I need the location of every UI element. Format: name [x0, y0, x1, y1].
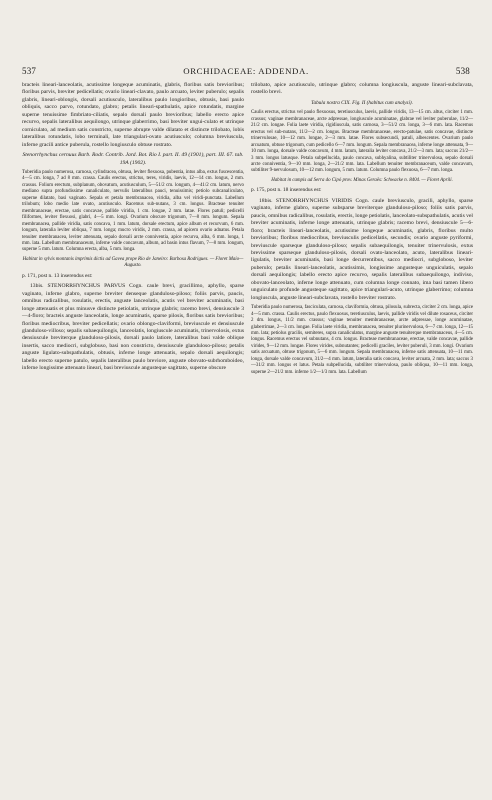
- species-description: 18bis. STENORRHYNCHUS VIRIDIS Cogn. caule breviusculo, gracili, aphyllo, sparse vaginato, inferne glabro, superne subsparse breviterque glanduloso-piloso; foliis satis parvis, paucis, omnibus radicalibus, rosulatis, erectis, longe petiolatis, lanceolato-subspathulatis, acutis vel breviter acuminatis, inferne longe attenuatis, utrinque glabris; racemo brevi, densiuscule 5—6-floro; bracteis lineari-lanceolatis, acutissime longeque acuminatis, glabris, floribus multo brevioribus; floribus mediocribus, breviusculis pedicellatis, secundis; ovario anguste pyriformi, breviuscule sparseque glanduloso-piloso; sepalis subaequilongis, tenuiter trinervulosis, extus brevissime sparseque glanduloso-pilosis, dorsali ovato-lanceolato, acuto, lateralibus lineari-ligulatis, breviter acuminatis, basi longe decurrentibus, sacco mediocri, subgloboso, leviter puberulo; petalis lineari-lanceolatis, acutissimis, longissime angusteque unguiculatis, sepalo dorsali aequilongis; labello erecto apice recurvo, sepalis lateralibus subaequilongo, indiviso, obovato-lanceolato, inferne longe attenuato, cum columna longe connato, ima basi tamen libero unguiculato profunde angusteque sagittato, apice triangulari-acuto, utrinque glaberrimo; columna longiuscula, anguste lineari-subclavata, rostello breviter rostrato.: [251, 197, 473, 301]
- habitat-note: Habitat in campis ad Serra do Cipó prov. Minas Geraës: Schwacke n. 8404. — Floret Aprili.: [271, 177, 453, 183]
- left-column: [22, 82, 244, 376]
- plate-reference: Tabula nostra CIX. Fig. II (habitus cum analysi).: [311, 99, 413, 106]
- citation: Stenorrhynchus cernuus Barb. Rodr. Contrib. Jard. Bot. Rio I. part. II. 49 (1901), part. III. 67. tab. 19A (1902).: [22, 152, 244, 166]
- description-detail: Caulis erectus, strictus vel paulo flexuosus, teretiusculus, laevis, pallide viridis, 13—15 cm. altus, circiter 1 mm. crassus; vaginae membranaceae, arcte adpressae, longiuscule acuminatae, glabrae vel leviter puberulae, 11/2—21/2 cm. longae. Folia laete viridia, rigidiuscula, satis carnosa, 3—51/2 cm. longa, 3—6 mm. lata. Racemus erectus vel sub-nutans, 11/2—2 cm. longus. Bracteae membranaceae, erecto-patulae, satis concavae, distincte trinervulosae, 10—12 mm. longae, 2—3 mm. latae. Flores subsecundi, patuli, albescentes. Ovarium paulo arcuatum, obtuse trigonum, cum pedicello 6—7 mm. longum. Sepala membranacea, inferne longe attenuata, 9—10 mm. longa, dorsale valde concavum, 4 mm. latum, lateralia leviter concava, 21/2—3 mm. lata; saccus 21/2—3 mm. longus latusque. Petala subpellucida, paulo concava, subhyalina, subtiliter trinervulosa, sepalo dorsali arcte conniventia, 9—10 mm. longa, 2—21/2 mm. lata. Labellum tenuiter membranaceum, valde concavum, subtiliter 9-nervulosum, 10—12 mm. longum, 5 mm. latum. Columna paulo flexuosa, 6—7 mm. longa.: [251, 110, 473, 174]
- species-description: 13bis. STENORRHYNCHUS PARVUS Cogn. caule brevi, gracillimo, aphyllo, sparse vaginato, inferne glabro, superne breviter denseque glanduloso-piloso; foliis parvis, paucis, omnibus radicalibus, rosulatis, erectis, anguste lanceolatis, acutis vel breviter acuminatis, basi longe attenuatis et plus minusve distincte petiolatis, utrinque glabris; racemo brevi, densiuscule 3—4-floro; bracteis anguste lanceolatis, longe acuminatis, sparse pilosis, floribus satis brevioribus; floribus mediocribus, breviter pedicellatis; ovario oblongo-claviformi, breviuscule et densiuscule glanduloso-villoso; sepalis subaequilongis, lanceolatis, longiuscule acuminatis, trinervolosis, extus densiuscule breviterque glanduloso-pilosis, dorsali paulo latiore, lateralibus basi valde oblique insertis, sacco mediocri, subglobuso, basi non constricto, densiuscule glanduloso-piloso; petalis anguste ligulato-subspathulatis, obtusis, inferne longe attenuatis, sepalo dorsali aequilongis; labello erecto superne patulo, sepalis lateralibus paulo breviore, anguste obovato-subrhomboideo, inferne longissime attenuato lineari, basi breviuscule angusteque sagittato, superne obscure: [22, 283, 244, 372]
- description-detail: Tuberidia paulo numerosa, carnosa, cylindracea, obtusa, leviter flexuosa, pubentia, intus alba, extus fuscescentia, 4—5 cm. longa, 7 ad 8 mm. crassa. Caulis erectus, strictus, teres, viridis, laevis, 12—14 cm. longus, 2 mm. crassus. Folium erectum, subplanum, obovatum, acutiusculum, 5—51/2 cm. longum, 4—41/2 cm. latum, nervo mediano supra profundissime canaliculato, nervulis lateralibus pauci, tenuissimis; petiolo subcanaliculato, superne dilatato, basi vaginato. Sepala et petala membranacea, viridia, alba vel viridi-punctata. Labellum trilobum; lobo medio late ovato, acutiusculo. Racemus sub-nutans, 3 cm. longus. Bracteae tenuiter membranaceae, erectae, satis concavae, pallide viridia, 1 cm. longae, 2 mm. latae. Flores patuli; pedicelli filiformes, leviter flexuosi, glabri, 4—5 mm. longi. Ovarium obscure trigonum, 7—8 mm. longum. Sepala membranacea, pallide viridia, satis concava, 1 mm. latum, dorsale erectum, apice album et recurvum, 6 mm. longum, lateralia leviter obliqua, 7 mm. longa; mucro viridis, 2 mm. crassa, ad apicem ovario adnatus. Petala tenuiter membranacea, leviter attenuata, sepalo dorsali arcte conniventia, apice recurva, alba, 6 mm. longa, 1 mm. lata. Labellum membranaceum, inferne valde concavum, album, ad basin intus flavum, 7—8 mm. longum, superne 5 mm. latum. Columna erecta, alba, 5 mm. longa.: [22, 169, 244, 253]
- page-number-right: 538: [455, 66, 470, 76]
- description-paragraph: trilobato, apice acutiusculo, utrinque glabro; columna longiuscula, anguste lineari-subclavata, rostello brevi.: [251, 82, 473, 96]
- description-detail-2: Tuberidia paulo numerosa, fasciculata, carnosa, claviformia, obtusa, pilosula, subrecta, circiter 2 cm. longa, apice 4—5 mm. crassa. Caulis erectus, paulo flexuosus, teretiusculus, laevis, pallide viridis vel dilute rosaceus, circiter 2 dm. longus, 11/2 mm. crassus; vaginae tenuiter membranaceae, arcte adpressae, longe acuminatae, glaberrimae, 2—3 cm. longae. Folia laete viridia, membranacea, tenuiter plurinervulosa, 6—7 cm. longa, 12—15 mm. lata; petiolus gracilis, semiteres, supra canaliculatus, margine anguste tenuiterque membranaceus, 4—5 cm. longus. Racemus erectus vel subnutans, 4 cm. longus. Bracteae membranaceae, erectae, valde concavae, pallide virides, 9—12 mm. longae. Flores virides, subnutantes; pedicelli graciles, leviter puberuli, 3 mm. longi. Ovarium satis arcuatum, obtuse trigonum, 5—6 mm. longum. Sepala membranacea, inferne satis attenuata, 10—11 mm. longa, dorsale valde concavum, 31/2—4 mm. latum, lateralia satis concava, leviter arcuata, 2 mm. lata; saccus 3—31/2 mm. longus et latus. Petala subpellucida, subtiliter trinervulosa, paulo obliqua, 10—11 mm. longa, superne 2—21/2 mm. inferne 1/2—1/3 mm. lata. Labellum: [251, 305, 473, 375]
- running-header: [22, 66, 470, 76]
- description-paragraph: bracteis lineari-lanceolatis, acutissime longeque acuminatis, glabris, floribus satis brevioribus; floribus parvis, breviter pedicellatis; ovario lineari-clavato, paulo arcuato, leviter puberulo; sepalis glabris, lineari-oblongis, dorsali acutiusculo, lateralibus paulo longioribus, obtusis, basi paulo obliquis, sacco parvo, rotundato, glabro; petalis lineari-spathulatis, apice rotundatis, margine superne tenuissime fimbriato-ciliatis, sepalo dorsali paulo brevioribus; labello erecto apice recurvo, sepalis lateralibus aequilongo, utrinque glaberrimo, basi breviter ungui-culato et utrinque corniculato, ad medium satis constricto, superne abrupte valde dilatato et distincte trilobato, lobis lateralibus rotundatis, lobo terminali, late triangulari-ovato acutiusculo; columna breviuscula, inferne gracili antice puberula, rostello longiusculo obtuse rostrato.: [22, 82, 244, 148]
- page-title: ORCHIDACEAE: ADDENDA.: [183, 66, 309, 76]
- insertion-reference: p. 171, post n. 13 inserendus est:: [22, 272, 93, 279]
- habitat-note: Habitat in sylvis montanis imprimis dictis ad Gavea prope Rio de Janeiro: Barbosa Rodrigues. — Floret Maio—Augusto.: [22, 256, 244, 269]
- page-number-left: 537: [22, 66, 37, 76]
- right-column: [251, 82, 473, 379]
- insertion-reference: p. 175, post n. 18 inserendus est:: [251, 187, 322, 194]
